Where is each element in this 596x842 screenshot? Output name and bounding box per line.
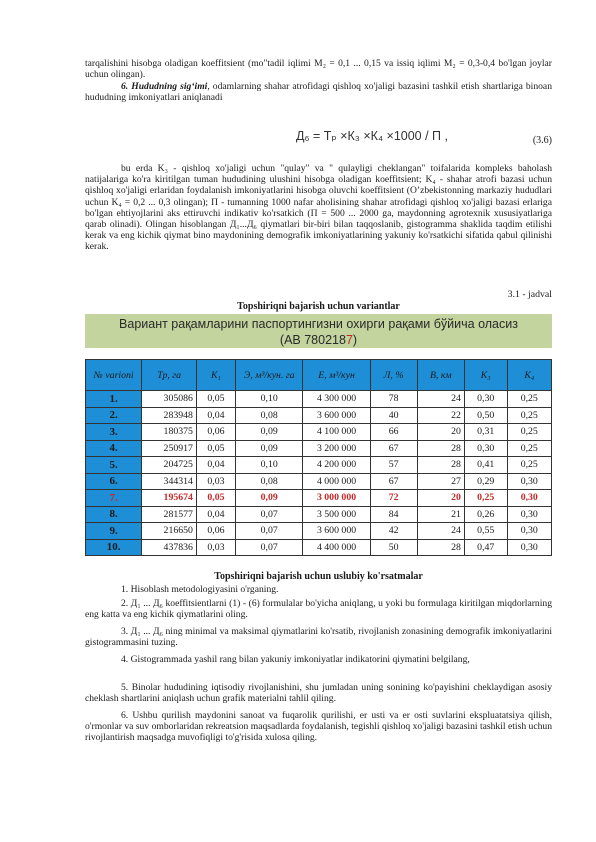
table-cell: 4 200 000 (303, 457, 370, 474)
table-body (86, 391, 552, 556)
table-cell: 0,25 (507, 424, 551, 441)
table-cell: 0,26 (464, 506, 507, 523)
table-cell: 0,41 (464, 457, 507, 474)
table-cell: 344314 (142, 473, 197, 490)
table-cell: 437836 (142, 539, 197, 556)
table-cell: 0,30 (507, 473, 551, 490)
table-cell: 3 200 000 (303, 440, 370, 457)
table-cell: 0,04 (196, 407, 235, 424)
table-cell: 0,25 (507, 440, 551, 457)
banner-line-2: (АВ 7802187) (279, 333, 358, 347)
table-cell: 0,06 (196, 523, 235, 540)
variant-number-cell: 7. (86, 490, 142, 507)
table-cell: 0,47 (464, 539, 507, 556)
section-heading: 6. Hududning sig‘imi (121, 81, 208, 92)
variant-banner (85, 314, 552, 348)
table-cell: 3 000 000 (303, 490, 370, 507)
table-cell: 0,25 (507, 407, 551, 424)
table-cell: 0,07 (236, 506, 303, 523)
table-cell: 195674 (142, 490, 197, 507)
table-cell: 0,30 (464, 440, 507, 457)
table-cell: 4 000 000 (303, 473, 370, 490)
table-cell: 0,31 (464, 424, 507, 441)
column-header: Л, % (370, 360, 417, 391)
table-cell: 0,09 (236, 424, 303, 441)
step-5: 5. Binolar hududining iqtisodiy rivojlanishini, shu jumladan uning sonining ko'payishini cheklaydigan asosiy cheklash shartlarini aniqlash uchun grafik materialni tahlil qiling. (85, 682, 552, 705)
table-cell: 0,30 (507, 523, 551, 540)
section-text: , odamlarning shahar atrofidagi qishloq xo'jaligi bazasini tashkil etish shartlariga binoan hududning imkoniyatlari aniqlanadi (85, 81, 552, 104)
table-cell: 250917 (142, 440, 197, 457)
table-header-row (86, 360, 552, 391)
table-cell: 0,50 (464, 407, 507, 424)
table-cell: 4 300 000 (303, 391, 370, 408)
table-cell: 0,07 (236, 539, 303, 556)
variants-table (85, 359, 552, 556)
table-cell: 0,04 (196, 506, 235, 523)
table-cell: 28 (417, 457, 464, 474)
column-header: К₃ (464, 360, 507, 391)
table-row (86, 523, 552, 540)
table-cell: 21 (417, 506, 464, 523)
column-header: Тр, га (142, 360, 197, 391)
table-row (86, 539, 552, 556)
table-cell: 72 (370, 490, 417, 507)
table-cell: 3 500 000 (303, 506, 370, 523)
table-cell: 40 (370, 407, 417, 424)
table-cell: 0,25 (464, 490, 507, 507)
table-cell: 283948 (142, 407, 197, 424)
table-cell: 0,30 (507, 506, 551, 523)
table-cell: 0,06 (196, 424, 235, 441)
column-header: № varioni (86, 360, 142, 391)
table-cell: 0,25 (507, 391, 551, 408)
table-cell: 67 (370, 440, 417, 457)
variant-number-cell: 10. (86, 539, 142, 556)
table-cell: 24 (417, 523, 464, 540)
equation-number: (3.6) (532, 135, 552, 146)
table-cell: 0,10 (236, 457, 303, 474)
table-cell: 0,25 (507, 457, 551, 474)
table-cell: 28 (417, 539, 464, 556)
column-header: Е, м³/кун (303, 360, 370, 391)
table-label: 3.1 - jadval (507, 289, 552, 300)
column-header: Э, м³/кун. га (236, 360, 303, 391)
table-cell: 0,30 (464, 391, 507, 408)
table-cell: 4 400 000 (303, 539, 370, 556)
variant-number-cell: 1. (86, 391, 142, 408)
table-cell: 0,04 (196, 457, 235, 474)
table-cell: 0,05 (196, 440, 235, 457)
table-cell: 281577 (142, 506, 197, 523)
table-cell: 180375 (142, 424, 197, 441)
table-title: Topshiriqni bajarish uchun variantlar (237, 301, 400, 312)
step-4: 4. Gistogrammada yashil rang bilan yakuniy imkoniyatlar indikatorini qiymatini belgilang, (121, 654, 470, 665)
table-row (86, 440, 552, 457)
table-cell: 0,55 (464, 523, 507, 540)
table-cell: 0,30 (507, 539, 551, 556)
steps-title: Topshiriqni bajarish uchun uslubiy ko'rsatmalar (214, 571, 423, 582)
column-header: К₁ (196, 360, 235, 391)
column-header: К₄ (507, 360, 551, 391)
table-row (86, 391, 552, 408)
table-cell: 216650 (142, 523, 197, 540)
table-cell: 22 (417, 407, 464, 424)
table-cell: 4 100 000 (303, 424, 370, 441)
table-row (86, 473, 552, 490)
formula: Д₆ = Тₚ ×К₃ ×К₄ ×1000 / П , (296, 129, 448, 143)
table-cell: 0,09 (236, 490, 303, 507)
table-cell: 28 (417, 440, 464, 457)
intro-paragraph-2 (85, 81, 552, 103)
table-cell: 0,08 (236, 407, 303, 424)
variant-number-cell: 5. (86, 457, 142, 474)
table-cell: 305086 (142, 391, 197, 408)
step-2: 2. Д₁ ... Д₆ koeffitsientlarni (1) - (6) formulalar bo'yicha aniqlang, u yoki bu formulaga kiritilgan miqdorlarning eng katta va eng kichik qiymatlarini oling. (85, 598, 552, 621)
table-cell: 0,09 (236, 440, 303, 457)
step-1: 1. Hisoblash metodologiyasini o'rganing. (121, 584, 279, 595)
banner-line-1: Вариант рақамларини паспортингизни охирги рақами бўйича оласиз (119, 317, 518, 331)
table-cell: 0,08 (236, 473, 303, 490)
banner-highlight-digit: 7 (345, 333, 353, 347)
intro-paragraph-1: tarqalishini hisobga oladigan koeffitsient (mo"tadil iqlimi M₂ = 0,1 ... 0,15 va issiq iqlimi M₂ = 0,3-0,4 bo'lgan joylar uchun olingan). (85, 58, 552, 81)
table-cell: 0,10 (236, 391, 303, 408)
table-cell: 0,29 (464, 473, 507, 490)
table-cell: 42 (370, 523, 417, 540)
table-cell: 20 (417, 490, 464, 507)
table-cell: 0,05 (196, 391, 235, 408)
table-cell: 3 600 000 (303, 523, 370, 540)
variant-number-cell: 2. (86, 407, 142, 424)
table-cell: 24 (417, 391, 464, 408)
table-cell: 0,03 (196, 539, 235, 556)
variant-number-cell: 3. (86, 424, 142, 441)
table-cell: 0,07 (236, 523, 303, 540)
table-cell: 0,30 (507, 490, 551, 507)
table-row (86, 424, 552, 441)
variant-number-cell: 4. (86, 440, 142, 457)
table-row (86, 407, 552, 424)
table-cell: 204725 (142, 457, 197, 474)
table-cell: 27 (417, 473, 464, 490)
table-cell: 57 (370, 457, 417, 474)
table-cell: 0,03 (196, 473, 235, 490)
table-row (86, 490, 552, 507)
table-cell: 84 (370, 506, 417, 523)
table-cell: 78 (370, 391, 417, 408)
table-cell: 0,05 (196, 490, 235, 507)
step-3: 3. Д₁ ... Д₆ ning minimal va maksimal qiymatlarini ko'rsatib, rivojlanish zonasining demografik imkoniyatlarini gistogrammasini tuzing. (85, 626, 552, 649)
explanation-paragraph: bu erda K₃ - qishloq xo'jaligi uchun "qulay" va " qulayligi cheklangan" toifalarida kompleks baholash natijalariga ko'ra kiritilgan tuman hududining ulushini hisobga oladigan koeffitsient; K₄ - shahar atrofi bazasi uchun qishloq xo'jaligi erlaridan foydalanish imkoniyatlarini hisobga oluvchi koeffitsient (O’zbekistonning markaziy hududlari uchun K₄ = 0,2 ... 0,3 olingan); П - tumanning 1000 nafar aholisining shahar atrofidagi qishloq xo'jaligi bazasi erlariga bo'lgan ehtiyojlarini aks ettiruvchi indikativ ko'rsatkich (П = 500 ... 2000 ga, maydonning agrotexnik xususiyatlariga qarab olinadi). Olingan hisoblangan Д₁...Д₆ qiymatlari bir-biri bilan taqqoslanib, gistogramma shaklida taqdim etilishi kerak va eng kichik qiymat bino maydonining demografik imkoniyatlarining yakuniy ko'rsatkichi sifatida qabul qilinishi kerak. (85, 163, 552, 253)
table-row (86, 457, 552, 474)
column-header: В, км (417, 360, 464, 391)
step-6: 6. Ushbu qurilish maydonini sanoat va fuqarolik qurilishi, er usti va er osti suvlarini ekspluatatsiya qilish, o'rmonlar va suv omborlaridan rekreatsion maqsadlarda foydalanish, tegishli qishloq xo'jaligi bazasini tashkil etish uchun rivojlantirish maqsadga muvofiqligi to'g'risida xulosa qiling. (85, 710, 552, 744)
variant-number-cell: 6. (86, 473, 142, 490)
table-cell: 67 (370, 473, 417, 490)
table-cell: 50 (370, 539, 417, 556)
table-cell: 3 600 000 (303, 407, 370, 424)
variant-number-cell: 9. (86, 523, 142, 540)
variant-number-cell: 8. (86, 506, 142, 523)
table-row (86, 506, 552, 523)
table-cell: 20 (417, 424, 464, 441)
table-cell: 66 (370, 424, 417, 441)
